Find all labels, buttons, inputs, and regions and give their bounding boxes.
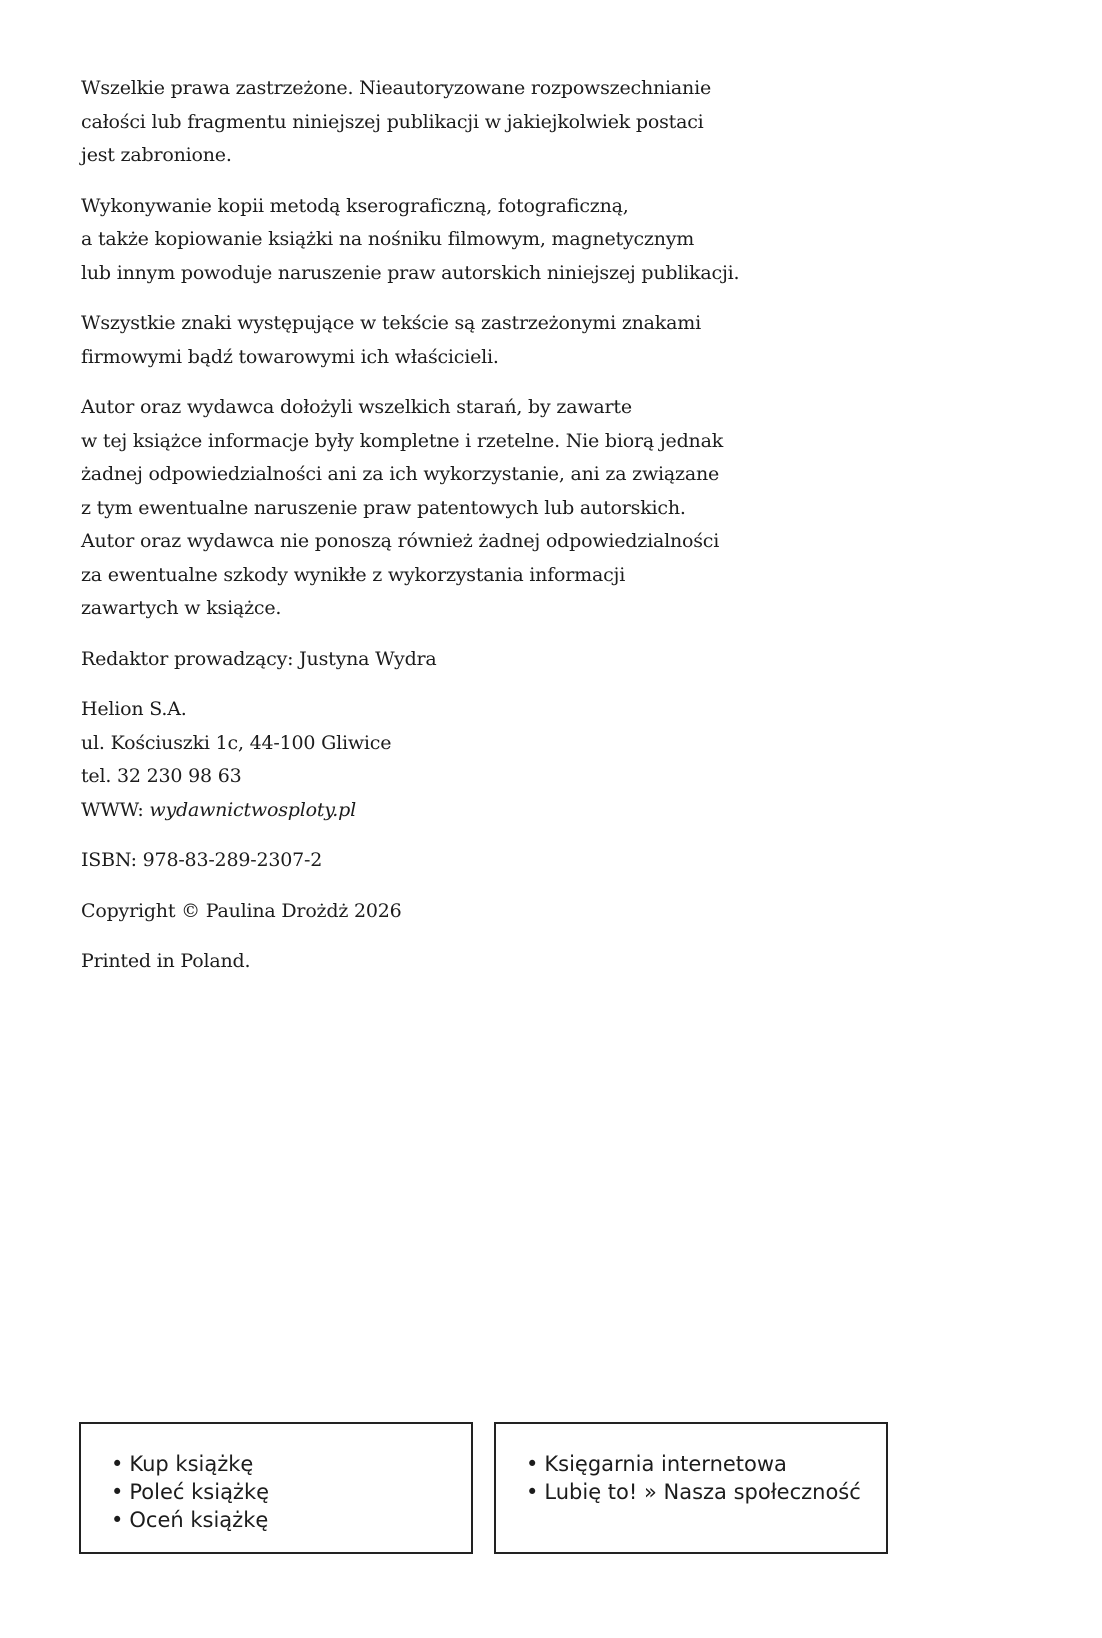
publisher-www [81, 794, 781, 828]
printed-line [81, 945, 781, 979]
liability-notice [81, 391, 781, 626]
publisher-address: ul. Kościuszki 1c, 44-100 Gliwice [81, 731, 392, 754]
liability-notice-line: za ewentualne szkody wynikłe z wykorzystania informacji [81, 563, 626, 586]
isbn-text: ISBN: 978-83-289-2307-2 [81, 849, 323, 871]
printed-text: Printed in Poland. [81, 950, 251, 972]
liability-notice-line: w tej książce informacje były kompletne i rzetelne. Nie biorą jednak [81, 429, 724, 452]
copy-notice-line: Wykonywanie kopii metodą kserograficzną, fotograficzną, [81, 194, 629, 217]
trademark-notice-line: Wszystkie znaki występujące w tekście są zastrzeżonymi znakami [81, 312, 701, 334]
book-actions-box [79, 1422, 473, 1554]
liability-notice-line: zawartych w książce. [81, 597, 282, 619]
copyright-page [81, 72, 781, 996]
publisher-links-box [494, 1422, 888, 1554]
rights-notice-line: jest zabronione. [81, 144, 232, 166]
isbn-line [81, 844, 781, 878]
rights-notice [81, 72, 781, 173]
publisher-links-list [496, 1424, 886, 1506]
www-label: WWW: [81, 798, 150, 821]
liability-notice-line: Autor oraz wydawca dołożyli wszelkich starań, by zawarte [81, 396, 632, 418]
rate-book-link[interactable]: • Oceń książkę [111, 1506, 471, 1534]
editor-text: Redaktor prowadzący: Justyna Wydra [81, 647, 437, 670]
rights-notice-line: całości lub fragmentu niniejszej publikacji w jakiejkolwiek postaci [81, 110, 704, 133]
publisher-info [81, 693, 781, 827]
copyright-text: Copyright © Paulina Drożdż 2026 [81, 899, 402, 922]
buy-book-link[interactable]: • Kup książkę [111, 1450, 471, 1478]
publisher-phone: tel. 32 230 98 63 [81, 765, 242, 787]
editor-line [81, 643, 781, 677]
liability-notice-line: Autor oraz wydawca nie ponoszą również żadnej odpowiedzialności [81, 530, 720, 552]
copy-notice [81, 190, 781, 291]
liability-notice-line: z tym ewentualne naruszenie praw patentowych lub autorskich. [81, 496, 686, 519]
copy-notice-line: a także kopiowanie książki na nośniku filmowym, magnetycznym [81, 228, 695, 250]
copyright-line [81, 895, 781, 929]
publisher-name: Helion S.A. [81, 698, 187, 720]
community-link[interactable]: • Lubię to! » Nasza społeczność [526, 1478, 886, 1506]
recommend-book-link[interactable]: • Poleć książkę [111, 1478, 471, 1506]
liability-notice-line: żadnej odpowiedzialności ani za ich wykorzystanie, ani za związane [81, 463, 720, 485]
www-link[interactable]: wydawnictwosploty.pl [149, 798, 356, 821]
trademark-notice-line: firmowymi bądź towarowymi ich właścicieli. [81, 345, 499, 368]
book-actions-list [81, 1424, 471, 1534]
copy-notice-line: lub innym powoduje naruszenie praw autorskich niniejszej publikacji. [81, 261, 740, 284]
online-bookstore-link[interactable]: • Księgarnia internetowa [526, 1450, 886, 1478]
rights-notice-line: Wszelkie prawa zastrzeżone. Nieautoryzowane rozpowszechnianie [81, 77, 711, 99]
trademark-notice [81, 307, 781, 374]
